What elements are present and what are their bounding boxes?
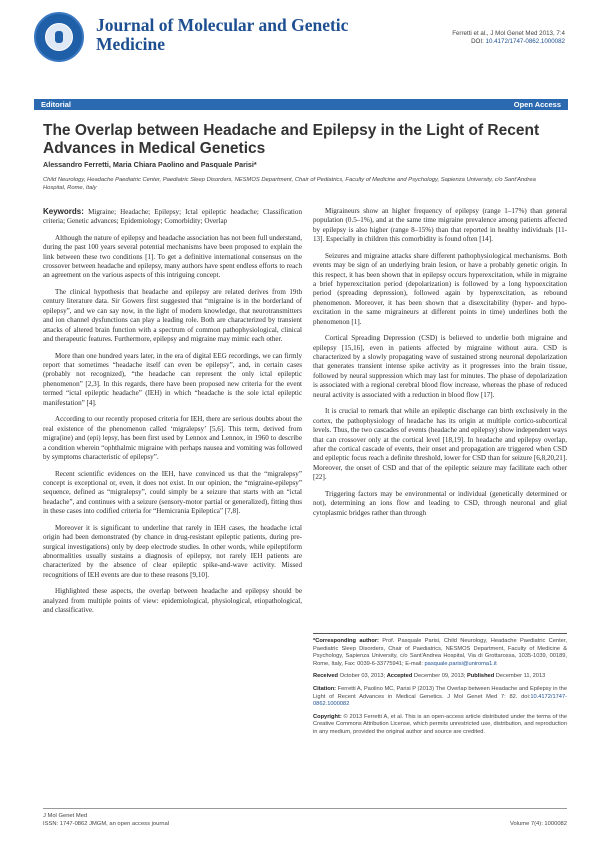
paragraph: The clinical hypothesis that headache and epilepsy are related derives from 19th century literature data. Sir Gowers first suggested that “migraine is in the borderland of epilepsy”, and we can say now, in the light of modern knowledge, that neurotransmitters and ion channel dysfunctions can play a leading role. Both are characterized by transient attacks of altered brain function with a spectrum of common pathophysiological, clinical and therapeutic features. Furthermore, epilepsy and migraine may mimic each other. bbox=[43, 288, 302, 344]
paragraph: Although the nature of epilepsy and headache association has not been full understand, during the past 100 years several potential mechanisms have been proposed to explain the link between these two conditions [1]. To get a definitive international consensus on the crossover between headache and epilepsy, many authors have spent endless efforts to reach an agreement on the various aspects of this intriguing concept. bbox=[43, 233, 302, 280]
header-citation: Ferretti et al., J Mol Genet Med 2013, 7:4 bbox=[452, 30, 565, 37]
author-affiliation: Child Neurology, Headache Paediatric Center, Paediatric Sleep Disorders, NESMOS Department, Chair of Pediatrics, Faculty of Medicine and Psychology, Sapienza University, c/o Sant'Andrea Hospital, Rome, Italy bbox=[43, 177, 536, 192]
article-dates: Received October 03, 2013; Accepted December 09, 2013; Published December 11, 2013 bbox=[313, 673, 546, 680]
paragraph: More than one hundred years later, in the era of digital EEG recordings, we can firmly report that sometimes “headache itself can even be epilepsy”, and, in certain cases (probably not recognized), “the headache can represent the only ictal epileptic phenomenon” [2,3]. In this regards, there have been proposed new criteria for the event termed “ictal epileptic headache” (IEH) in which “headache is the sole ictal epileptic manifestation” [4]. bbox=[43, 351, 302, 407]
keywords-label: Keywords: bbox=[43, 207, 84, 216]
footer-journal: J Mol Genet Med bbox=[43, 813, 88, 819]
body-column-left bbox=[43, 207, 302, 623]
header-doi: DOI: 10.4172/1747-0862.1000082 bbox=[471, 38, 565, 46]
footer-issn: ISSN: 1747-0862 JMGM, an open access journal bbox=[43, 821, 169, 827]
article-title: The Overlap between Headache and Epilepsy in the Light of Recent Advances in Medical Genetics bbox=[43, 122, 540, 157]
paragraph: It is crucial to remark that while an epileptic discharge can birth exclusively in the cortex, the pathophysiology of headache has its origin at multiple cortico-subcortical levels. Thus, the two cascades of events (headache and epilepsy) show independent ways that can crossover only at the cortical level [18,19]. In headache and epilepsy overlap, after the cortical cascade of events, their onset and propagation are triggered when CSD and epileptic focus reach a definite threshold, lower for CSD than for seizure [6,8,20,21]. Moreover, the onset of CSD and that of the epileptic seizure may facilitate each other [22]. bbox=[313, 407, 567, 482]
copyright: Copyright: © 2013 Ferretti A, et al. This is an open-access article distributed under the terms of the Creative Commons Attribution License, which permits unrestricted use, distribution, and reproduction in any medium, provided the original author and source are credited. bbox=[313, 713, 567, 735]
correspondence: *Corresponding author: Prof. Pasquale Parisi, Child Neurology, Headache Paediatric Center, Paediatric Sleep Disorders, Chair of Paediatrics, NESMOS Department, Faculty of Medicine & Psychology, Sapienza University, c/o Sant'Andrea Hospital, Via di Grottarossa, 1035-1039, 00189, Rome, Italy, Fax: 0039-6-33775941; E-mail: pasquale.parisi@uniroma1.it bbox=[313, 638, 567, 667]
footer-volume: Volume 7(4): 1000082 bbox=[509, 821, 567, 827]
keywords-text: Migraine; Headache; Epilepsy; Ictal epileptic headache; Classification criteria; Genetic advances; Epidemiology; Comorbidity; Overlap bbox=[43, 208, 302, 226]
paragraph: Moreover it is significant to underline that rarely in IEH cases, the headache ictal origin had been demonstrated (by chance in drug-resistant epileptic patients, during pre-surgical investigations) only by deep electrode studies. In other words, while epileptiform abnormalities usually sustains a diagnosis of epilepsy, not rarely IEH patients are characterized by the absence of clear epileptic spike-and-wave activity. Missed recognitions of IEH events are due to these reasons [9,10]. bbox=[43, 523, 302, 579]
paragraph: Cortical Spreading Depression (CSD) is believed to underlie both migraine and epilepsy [15,16], even in patients affected by migraine without aura. CSD is characterized by a slowly propagating wave of sustained strong neuronal depolarization that generates transient intense spike activity as it progresses into the brain tissue, followed by neural suppression which may last for minutes. The phase of depolarization is associated with a regional cerebral blood flow increase, whereas the phase of reduced neural activity is associated with a reduction in blood flow [17]. bbox=[313, 334, 567, 399]
article-category: Editorial bbox=[41, 100, 72, 109]
paragraph: Highlighted these aspects, the overlap between headache and epilepsy should be analyzed from multiple points of view: epidemiological, physiological, etiopathological, and classificative. bbox=[43, 587, 302, 615]
paragraph: Migraineurs show an higher frequency of epilepsy (range 1–17%) than general population (0.5–1%), and at the same time migraine prevalence among patients affected by epilepsy is also higher (range 8–15%) than that reported in healthy individuals [11-13]. Especially in children this comorbidity is found often [14]. bbox=[313, 207, 567, 244]
citation: Citation: Ferretti A, Paolino MC, Parisi P (2013) The Overlap between Headache and Epilepsy in the Light of Recent Advances in Medical Genetics. J Mol Genet Med 7: 82. doi:10.4172/1747-0862.1000082 bbox=[313, 685, 567, 708]
keywords bbox=[43, 207, 302, 227]
paragraph: According to our recently proposed criteria for IEH, there are serious doubts about the real existence of the phenomenon called ‘migralepsy’ [5,6]. This term, derived from migra(ine) and (epi) lepsy, has been first used by Lennox and Lennox, in 1960 to describe a condition wherein “ophthalmic migraine with perhaps nausea and vomiting was followed by symptoms characteristic of epilepsy”. bbox=[43, 415, 302, 461]
email-link[interactable]: pasquale.parisi@uniroma1.it bbox=[424, 660, 497, 667]
header-citation-block bbox=[345, 30, 565, 47]
open-access-label: Open Access bbox=[513, 100, 561, 109]
paragraph: Triggering factors may be environmental or individual (genetically determined or not), determining an ions flow and leading to CSD, through neuronal and glial cytoplasmic bridges rather than through bbox=[313, 489, 567, 517]
article-authors: Alessandro Ferretti, Maria Chiara Paolino and Pasquale Parisi* bbox=[43, 160, 257, 169]
journal-title: Journal of Molecular and Genetic Medicine bbox=[96, 15, 349, 54]
paragraph: Recent scientific evidences on the IEH, have convinced us that the “migralepsy” concept is exceptional or, even, it does not exist. In our opinion, the “migraine-epilepsy” sequence, defined as “migralepsy”, could simply be a seizure that starts with an “ictal headache”, and continues with a seizure (sensory-motor partial or generalized), fitting thus in these cases into codified criteria for “Hemicrania Epileptica” [7,8]. bbox=[43, 469, 302, 516]
body-column-right bbox=[313, 207, 567, 525]
article-info-box bbox=[313, 633, 567, 742]
paragraph: Seizures and migraine attacks share different pathophysiological mechanisms. Both events may be sign of an underlying brain lesion, or have a probably genetic origin. In this respect, it has been shown that in epilepsy occurs hyperexcitation, while in migraine a brief hyperexcitation period (depolarization) is followed by a long hypoexcitation period (spreading depression), followed again by hyperexcitation, as rebound phenomenon. Moreover, it has been shown that a disexcitability (hyper- and hypo-excitation in the same migraineurs at different points in time) underlines both the phenomenon [1]. bbox=[313, 251, 567, 326]
divider bbox=[313, 633, 567, 634]
article-type-band bbox=[34, 99, 568, 110]
citation-doi-link[interactable]: 10.4172/1747-0862.1000082 bbox=[313, 693, 567, 708]
journal-logo bbox=[34, 12, 84, 62]
footer-divider bbox=[43, 808, 567, 809]
doi-link[interactable]: 10.4172/1747-0862.1000082 bbox=[485, 38, 565, 46]
